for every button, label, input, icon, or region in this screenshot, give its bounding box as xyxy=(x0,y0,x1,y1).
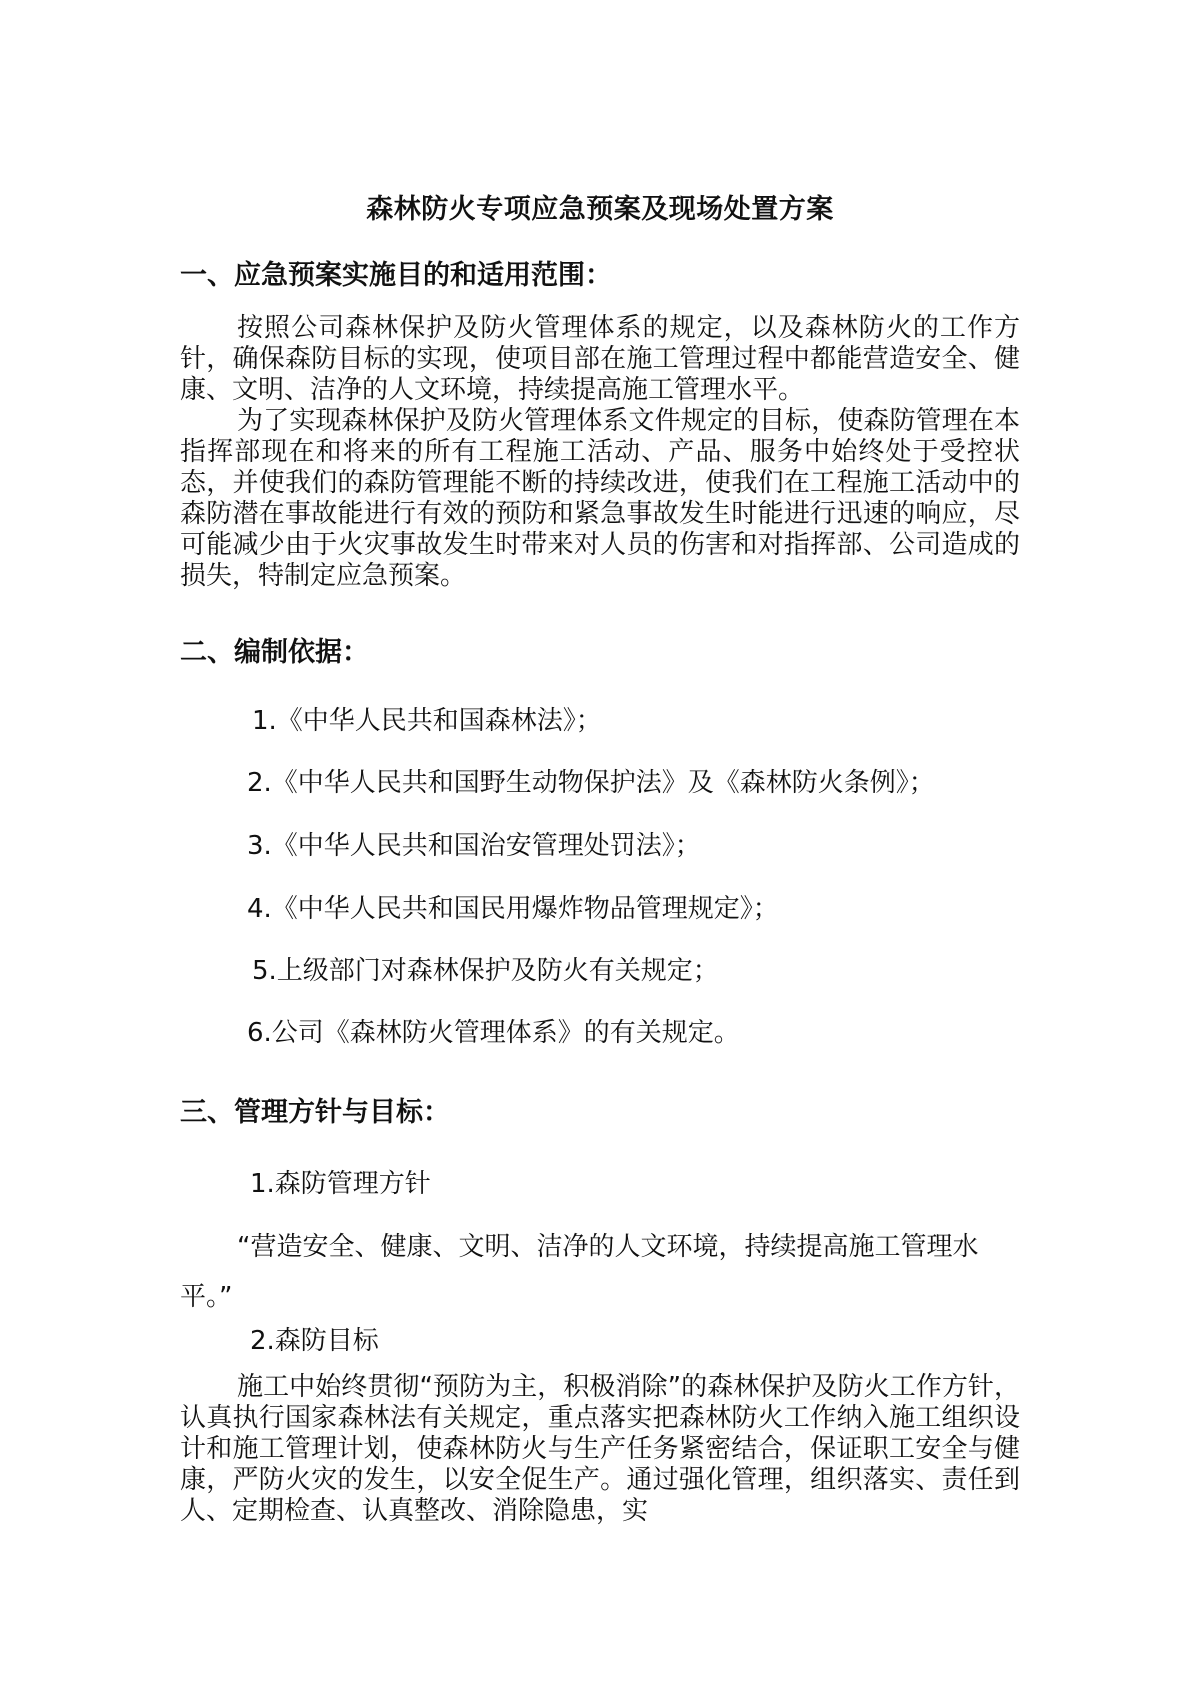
basis-item-4: 4.《中华人民共和国民用爆炸物品管理规定》； xyxy=(247,894,779,924)
policy-text: “营造安全、健康、文明、洁净的人文环境，持续提高施工管理水平。” xyxy=(180,1232,979,1312)
basis-item-5: 5.上级部门对森林保护及防火有关规定； xyxy=(252,956,719,986)
document-title: 森林防火专项应急预案及现场处置方案 xyxy=(366,194,834,225)
paragraph-purpose-2: 为了实现森林保护及防火管理体系文件规定的目标，使森防管理在本指挥部现在和将来的所有工程施工活动、产品、服务中始终处于受控状态，并使我们的森防管理能不断的持续改进，使我们在工程施工活动中的森防潜在事故能进行有效的预防和紧急事故发生时能进行迅速的响应，尽可能减少由于火灾事故发生时带来对人员的伤害和对指挥部、公司造成的损失，特制定应急预案。 xyxy=(180,406,1020,591)
section-heading-basis: 二、编制依据： xyxy=(180,637,369,668)
section-heading-policy: 三、管理方针与目标： xyxy=(180,1097,450,1128)
basis-item-3: 3.《中华人民共和国治安管理处罚法》； xyxy=(247,831,701,861)
goal-text: 施工中始终贯彻“预防为主，积极消除”的森林保护及防火工作方针，认真执行国家森林法有关规定，重点落实把森林防火工作纳入施工组织设计和施工管理计划，使森林防火与生产任务紧密结合，保证职工安全与健康，严防火灾的发生，以安全促生产。通过强化管理，组织落实、责任到人、定期检查、认真整改、消除隐患，实 xyxy=(180,1372,1020,1526)
basis-item-2: 2.《中华人民共和国野生动物保护法》及《森林防火条例》； xyxy=(247,768,935,798)
goal-subtitle: 2.森防目标 xyxy=(250,1326,379,1356)
basis-item-6: 6.公司《森林防火管理体系》的有关规定。 xyxy=(247,1018,740,1048)
section-heading-purpose: 一、应急预案实施目的和适用范围： xyxy=(180,260,612,291)
policy-subtitle: 1.森防管理方针 xyxy=(250,1169,431,1199)
paragraph-purpose-1: 按照公司森林保护及防火管理体系的规定，以及森林防火的工作方针，确保森防目标的实现，使项目部在施工管理过程中都能营造安全、健康、文明、洁净的人文环境，持续提高施工管理水平。 xyxy=(180,313,1020,405)
basis-item-1: 1.《中华人民共和国森林法》； xyxy=(252,706,602,736)
